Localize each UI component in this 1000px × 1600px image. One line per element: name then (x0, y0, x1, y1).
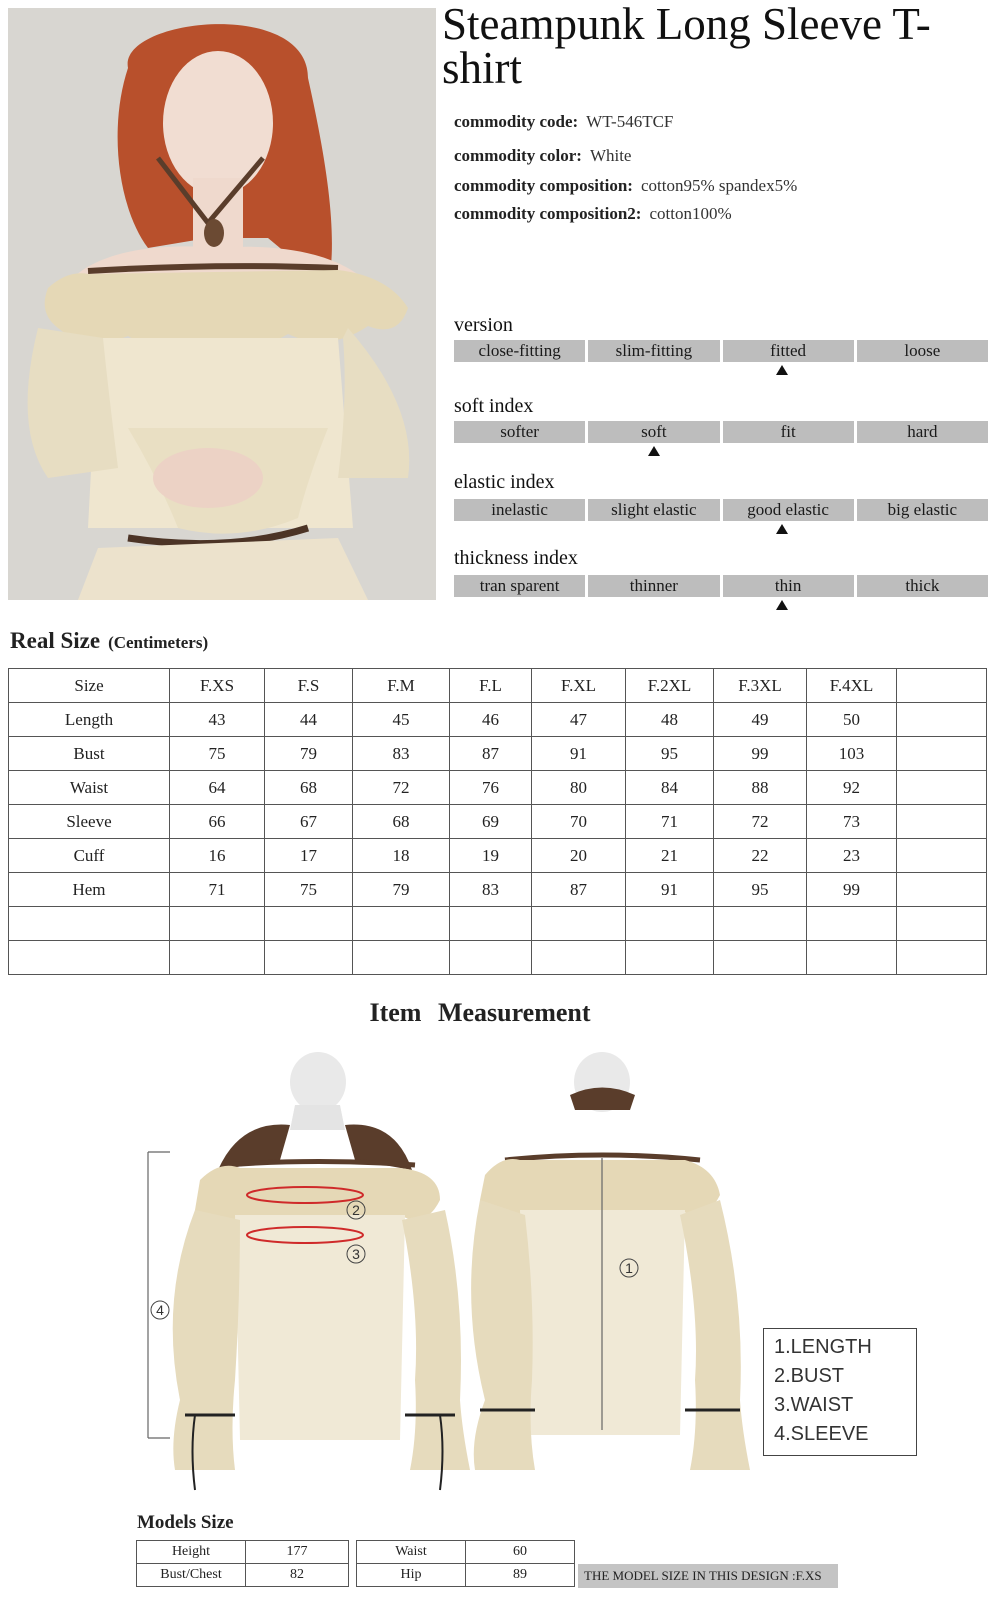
elastic-index-option: inelastic (454, 499, 585, 521)
spec-label: commodity color: (454, 146, 582, 165)
model-measure-value: 177 (246, 1541, 349, 1564)
models-size-table-left (136, 1540, 349, 1587)
size-table-row-label: Cuff (9, 839, 170, 873)
soft-index-selected-marker (648, 446, 660, 456)
size-table-header-cell: Size (9, 669, 170, 703)
size-table-cell (897, 839, 987, 873)
model-size-note: THE MODEL SIZE IN THIS DESIGN :F.XS (578, 1564, 838, 1588)
size-table-cell: 80 (532, 771, 626, 805)
size-table-cell: 45 (353, 703, 450, 737)
size-table-header-cell: F.XS (170, 669, 265, 703)
model-measure-value: 89 (466, 1564, 575, 1587)
spec-composition2-row (454, 204, 732, 224)
size-table-cell (170, 941, 265, 975)
size-table-cell: 75 (170, 737, 265, 771)
size-table-row-label: Length (9, 703, 170, 737)
size-table-row (9, 839, 987, 873)
soft-index-title: soft index (454, 395, 534, 417)
version-selected-marker (776, 365, 788, 375)
size-table-cell: 72 (353, 771, 450, 805)
size-table-cell: 76 (450, 771, 532, 805)
size-table-cell (450, 907, 532, 941)
size-table-cell: 20 (532, 839, 626, 873)
size-table-cell: 66 (170, 805, 265, 839)
spec-color-row (454, 146, 631, 166)
legend-item: 4.SLEEVE (774, 1423, 869, 1445)
size-table-header-cell: F.4XL (807, 669, 897, 703)
models-size-table-right (356, 1540, 575, 1587)
size-table-cell (897, 737, 987, 771)
soft-index-options (454, 421, 988, 443)
size-table-cell: 23 (807, 839, 897, 873)
size-table-cell (626, 907, 714, 941)
size-table-cell (897, 805, 987, 839)
spec-label: commodity composition: (454, 176, 633, 195)
legend-item: 2.BUST (774, 1365, 845, 1387)
size-table-cell (353, 907, 450, 941)
size-table (8, 668, 987, 975)
size-table-cell (714, 907, 807, 941)
size-table-row (9, 873, 987, 907)
size-table-cell: 69 (450, 805, 532, 839)
size-table-row (9, 907, 987, 941)
size-table-cell: 103 (807, 737, 897, 771)
elastic-index-option: slight elastic (588, 499, 719, 521)
size-table-cell: 91 (532, 737, 626, 771)
model-measure-value: 82 (246, 1564, 349, 1587)
size-table-cell: 95 (714, 873, 807, 907)
size-table-row-label (9, 941, 170, 975)
size-table-cell: 88 (714, 771, 807, 805)
marker-number: 4 (156, 1302, 164, 1318)
elastic-index-option: good elastic (723, 499, 854, 521)
size-table-cell: 19 (450, 839, 532, 873)
size-table-header-cell: F.XL (532, 669, 626, 703)
legend-item: 3.WAIST (774, 1394, 854, 1416)
legend-item: 1.LENGTH (774, 1336, 872, 1358)
size-table-header-cell: F.S (265, 669, 353, 703)
size-table-cell: 49 (714, 703, 807, 737)
size-table-cell (897, 941, 987, 975)
version-options (454, 340, 988, 362)
size-table-cell: 72 (714, 805, 807, 839)
size-table-row (9, 771, 987, 805)
size-table-cell: 47 (532, 703, 626, 737)
model-measure-value: 60 (466, 1541, 575, 1564)
spec-label: commodity code: (454, 112, 579, 131)
thickness-index-title: thickness index (454, 547, 578, 569)
size-table-cell (626, 941, 714, 975)
product-title: Steampunk Long Sleeve T-shirt (442, 0, 931, 93)
size-table-cell: 46 (450, 703, 532, 737)
thickness-index-option: thick (857, 575, 988, 597)
size-table-cell: 87 (450, 737, 532, 771)
size-table-cell: 99 (714, 737, 807, 771)
size-table-cell (353, 941, 450, 975)
front-garment-illustration (148, 1052, 470, 1490)
spec-code-row (454, 112, 673, 132)
marker-number: 1 (625, 1260, 633, 1276)
size-table-cell: 91 (626, 873, 714, 907)
model-measure-label: Height (137, 1541, 246, 1564)
size-table-row-label: Sleeve (9, 805, 170, 839)
size-table-cell: 92 (807, 771, 897, 805)
elastic-index-option: big elastic (857, 499, 988, 521)
elastic-index-selected-marker (776, 524, 788, 534)
models-size-title: Models Size (137, 1512, 234, 1533)
version-option: loose (857, 340, 988, 362)
version-title: version (454, 314, 513, 336)
size-table-cell: 50 (807, 703, 897, 737)
size-table-header-cell (897, 669, 987, 703)
thickness-index-option: thin (723, 575, 854, 597)
size-table-header (9, 669, 987, 703)
size-table-cell: 79 (265, 737, 353, 771)
size-table-cell: 71 (170, 873, 265, 907)
spec-value: White (589, 146, 632, 165)
size-table-header-cell: F.L (450, 669, 532, 703)
size-table-cell: 70 (532, 805, 626, 839)
back-garment-illustration (471, 1052, 750, 1470)
size-table-cell (807, 941, 897, 975)
size-table-cell: 71 (626, 805, 714, 839)
elastic-index-options (454, 499, 988, 521)
size-table-cell: 64 (170, 771, 265, 805)
size-table-cell: 83 (353, 737, 450, 771)
soft-index-option: softer (454, 421, 585, 443)
model-measure-label: Hip (357, 1564, 466, 1587)
size-table-cell: 87 (532, 873, 626, 907)
thickness-index-option: tran sparent (454, 575, 585, 597)
size-table-cell (897, 873, 987, 907)
measurement-legend (763, 1328, 917, 1456)
spec-value: cotton100% (649, 204, 732, 223)
size-table-cell (714, 941, 807, 975)
measurement-diagram (140, 1050, 760, 1520)
size-table-cell: 44 (265, 703, 353, 737)
thickness-index-option: thinner (588, 575, 719, 597)
size-table-cell: 99 (807, 873, 897, 907)
size-table-cell (532, 941, 626, 975)
size-table-row-label: Hem (9, 873, 170, 907)
size-table-cell (897, 703, 987, 737)
size-table-cell: 84 (626, 771, 714, 805)
size-table-cell (897, 771, 987, 805)
item-measurement-title: Item Measurement (369, 998, 591, 1027)
size-table-cell: 48 (626, 703, 714, 737)
size-table-cell: 73 (807, 805, 897, 839)
thickness-index-options (454, 575, 988, 597)
soft-index-option: fit (723, 421, 854, 443)
model-measure-label: Bust/Chest (137, 1564, 246, 1587)
spec-label: commodity composition2: (454, 204, 642, 223)
size-table-cell (450, 941, 532, 975)
marker-number: 2 (352, 1202, 360, 1218)
size-table-header-cell: F.2XL (626, 669, 714, 703)
size-table-cell (265, 907, 353, 941)
size-table-cell (807, 907, 897, 941)
real-size-unit: (Centimeters) (108, 633, 209, 652)
size-table-row-label: Bust (9, 737, 170, 771)
real-size-title (10, 628, 208, 654)
size-table-cell: 16 (170, 839, 265, 873)
size-table-row (9, 805, 987, 839)
size-table-cell (897, 907, 987, 941)
size-table-cell: 95 (626, 737, 714, 771)
size-table-cell (170, 907, 265, 941)
thickness-index-selected-marker (776, 600, 788, 610)
size-table-cell: 18 (353, 839, 450, 873)
spec-value: cotton95% spandex5% (640, 176, 798, 195)
version-option: fitted (723, 340, 854, 362)
size-table-row (9, 703, 987, 737)
spec-composition-row (454, 176, 797, 196)
size-table-cell: 22 (714, 839, 807, 873)
spec-value: WT-546TCF (586, 112, 674, 131)
size-table-cell: 43 (170, 703, 265, 737)
size-table-cell: 79 (353, 873, 450, 907)
size-table-cell: 83 (450, 873, 532, 907)
soft-index-option: soft (588, 421, 719, 443)
model-measure-label: Waist (357, 1541, 466, 1564)
marker-4 (151, 1301, 169, 1319)
real-size-heading: Real Size (10, 628, 101, 653)
model-photo (8, 8, 436, 600)
size-table-cell (265, 941, 353, 975)
marker-number: 3 (352, 1246, 360, 1262)
size-table-header-cell: F.M (353, 669, 450, 703)
soft-index-option: hard (857, 421, 988, 443)
elastic-index-title: elastic index (454, 471, 555, 493)
size-table-cell (532, 907, 626, 941)
size-table-cell: 68 (265, 771, 353, 805)
version-option: close-fitting (454, 340, 585, 362)
size-table-cell: 17 (265, 839, 353, 873)
version-option: slim-fitting (588, 340, 719, 362)
size-table-cell: 75 (265, 873, 353, 907)
size-table-row-label: Waist (9, 771, 170, 805)
size-table-row (9, 941, 987, 975)
size-table-cell: 67 (265, 805, 353, 839)
size-table-cell: 21 (626, 839, 714, 873)
size-table-header-cell: F.3XL (714, 669, 807, 703)
size-table-row (9, 737, 987, 771)
size-table-row-label (9, 907, 170, 941)
size-table-cell: 68 (353, 805, 450, 839)
